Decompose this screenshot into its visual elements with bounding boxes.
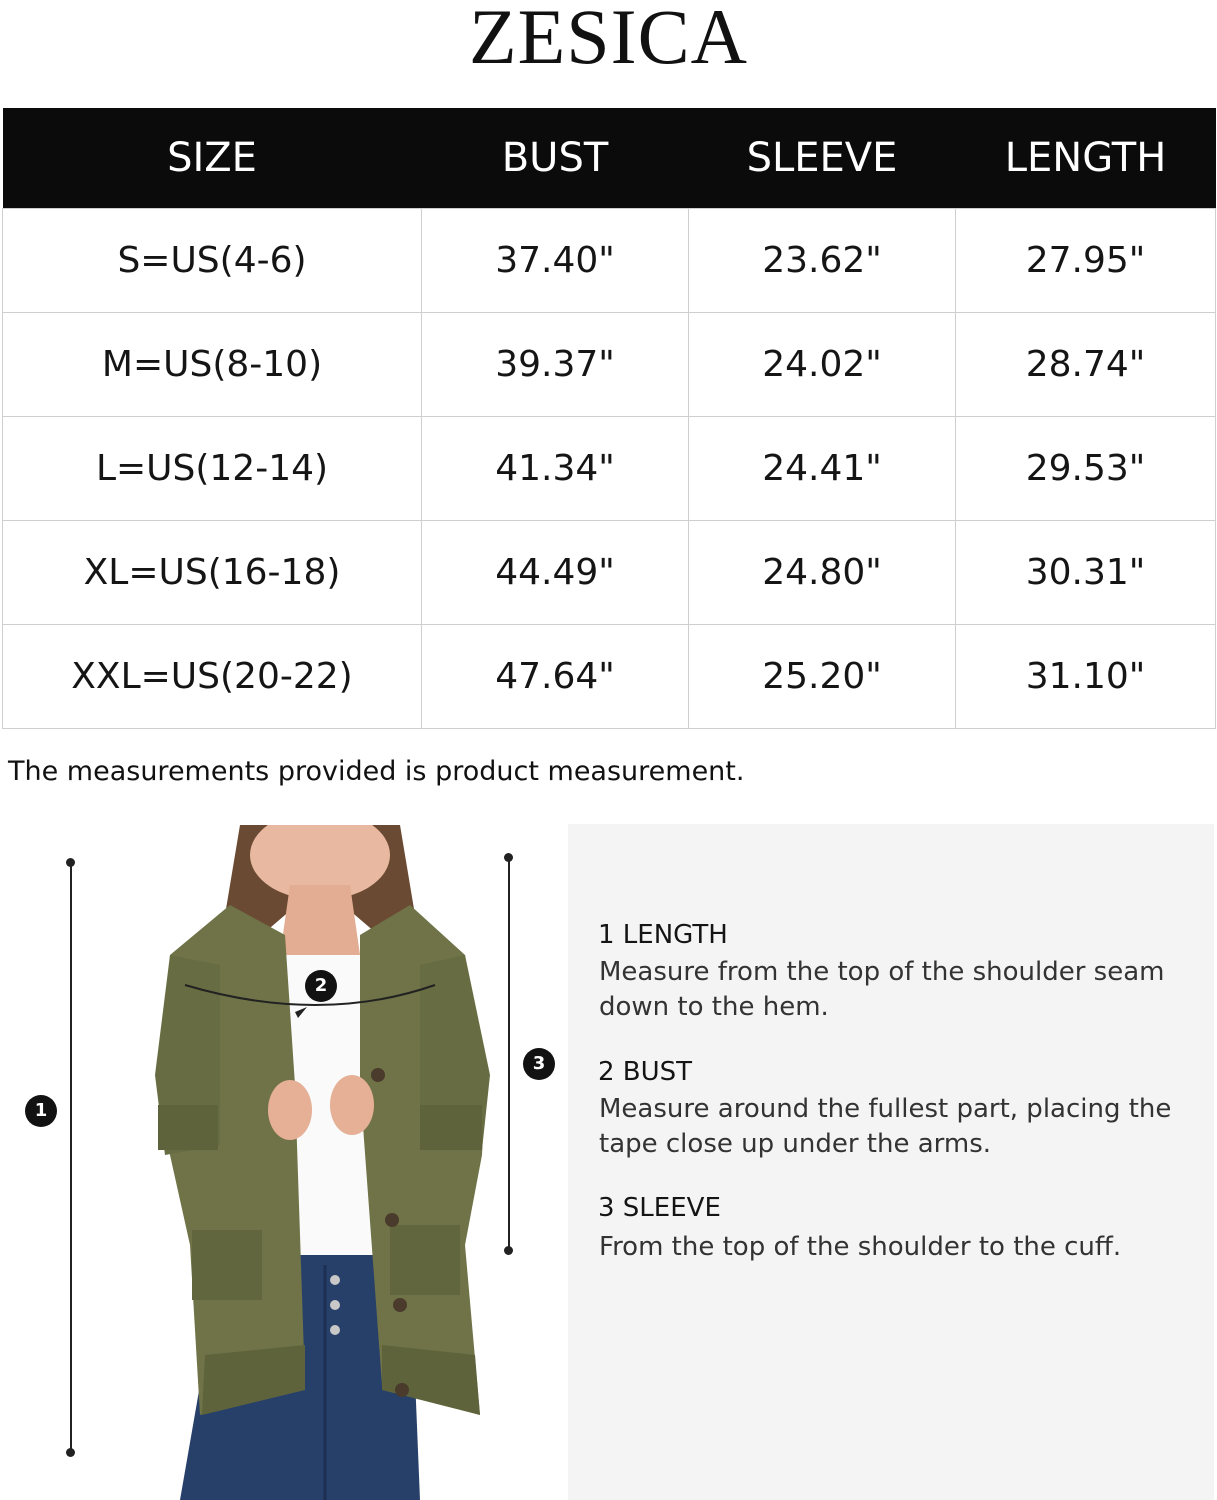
sleeve-cell: 24.02" — [689, 313, 956, 417]
size-cell: L=US(12-14) — [3, 417, 422, 521]
length-guide-title: 1 LENGTH — [598, 920, 728, 950]
table-row — [3, 521, 1216, 625]
bust-cell: 44.49" — [422, 521, 689, 625]
length-dimension-line — [70, 862, 72, 1452]
length-cell: 27.95" — [956, 209, 1216, 313]
size-cell: S=US(4-6) — [3, 209, 422, 313]
header-size: SIZE — [3, 108, 422, 209]
sleeve-cell: 25.20" — [689, 625, 956, 729]
measurement-note: The measurements provided is product measurement. — [8, 756, 745, 787]
bust-cell: 39.37" — [422, 313, 689, 417]
marker-1-badge: 1 — [25, 1095, 57, 1127]
header-length: LENGTH — [956, 108, 1216, 209]
sleeve-guide-title: 3 SLEEVE — [598, 1193, 721, 1223]
size-cell: XL=US(16-18) — [3, 521, 422, 625]
sleeve-cell: 23.62" — [689, 209, 956, 313]
brand-logo: ZESICA — [469, 0, 748, 80]
model-cardigan-illustration — [120, 825, 520, 1500]
table-row — [3, 417, 1216, 521]
marker-2-badge: 2 — [305, 970, 337, 1002]
marker-3-badge: 3 — [523, 1048, 555, 1080]
size-chart-table — [2, 108, 1216, 729]
length-guide-description: Measure from the top of the shoulder seam down to the hem. — [599, 957, 1165, 1022]
size-cell: M=US(8-10) — [3, 313, 422, 417]
table-header-row — [3, 108, 1216, 209]
model-photo — [120, 825, 520, 1500]
header-bust: BUST — [422, 108, 689, 209]
sleeve-cell: 24.80" — [689, 521, 956, 625]
length-cell: 28.74" — [956, 313, 1216, 417]
measurement-guide-panel — [568, 824, 1214, 1500]
length-cell: 29.53" — [956, 417, 1216, 521]
length-cell: 30.31" — [956, 521, 1216, 625]
bust-cell: 37.40" — [422, 209, 689, 313]
bust-guide-title: 2 BUST — [598, 1057, 693, 1087]
table-row — [3, 313, 1216, 417]
table-row — [3, 209, 1216, 313]
length-cell: 31.10" — [956, 625, 1216, 729]
table-row — [3, 625, 1216, 729]
sleeve-cell: 24.41" — [689, 417, 956, 521]
bust-cell: 41.34" — [422, 417, 689, 521]
bust-cell: 47.64" — [422, 625, 689, 729]
size-cell: XXL=US(20-22) — [3, 625, 422, 729]
bust-guide-description: Measure around the fullest part, placing the tape close up under the arms. — [599, 1094, 1172, 1159]
sleeve-guide-description: From the top of the shoulder to the cuff. — [599, 1232, 1122, 1262]
length-bottom-dot — [66, 1448, 75, 1457]
header-sleeve: SLEEVE — [689, 108, 956, 209]
